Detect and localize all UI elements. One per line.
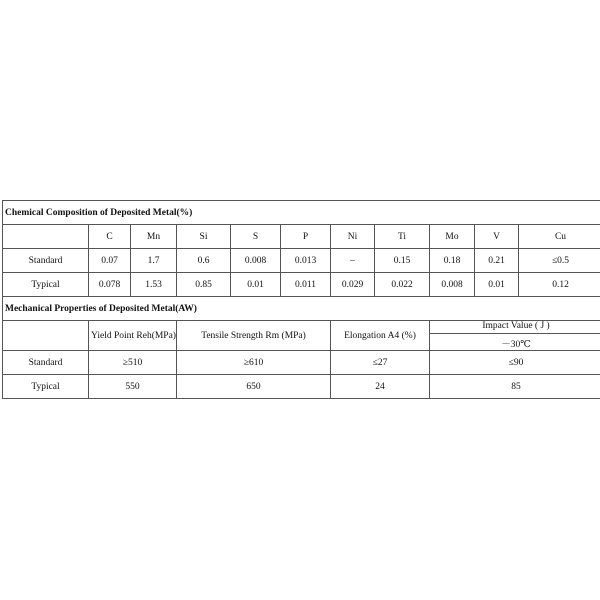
chem-element-header-row xyxy=(3,225,600,249)
element-header-s: S xyxy=(231,225,281,249)
chem-standard-row xyxy=(3,249,600,273)
yield-value: 550 xyxy=(89,375,177,399)
impact-value: ≤90 xyxy=(430,351,600,375)
chem-value-mo: 0.008 xyxy=(430,273,475,297)
element-header-p: P xyxy=(281,225,331,249)
yield-header: Yield Point Reh(MPa) xyxy=(89,321,177,351)
mech-standard-row xyxy=(3,351,600,375)
elongation-value: 24 xyxy=(331,375,430,399)
chem-value-v: 0.01 xyxy=(475,273,519,297)
chem-value-v: 0.21 xyxy=(475,249,519,273)
chem-value-si: 0.85 xyxy=(177,273,231,297)
chem-value-ni: – xyxy=(331,249,375,273)
impact-value: 85 xyxy=(430,375,600,399)
chem-section-title: Chemical Composition of Deposited Metal(%) xyxy=(3,201,600,225)
chem-typical-row xyxy=(3,273,600,297)
element-header-v: V xyxy=(475,225,519,249)
tensile-value: ≥610 xyxy=(177,351,331,375)
elongation-value: ≤27 xyxy=(331,351,430,375)
chem-value-s: 0.008 xyxy=(231,249,281,273)
chem-value-ti: 0.15 xyxy=(375,249,430,273)
element-header-c: C xyxy=(89,225,131,249)
row-label: Typical xyxy=(3,273,89,297)
mech-header-row xyxy=(3,321,600,351)
element-header-cu: Cu xyxy=(519,225,600,249)
chem-title-row xyxy=(3,201,600,225)
element-header-mo: Mo xyxy=(430,225,475,249)
element-header-mn: Mn xyxy=(131,225,177,249)
chem-value-p: 0.013 xyxy=(281,249,331,273)
tensile-header: Tensile Strength Rm (MPa) xyxy=(177,321,331,351)
mech-section-title: Mechanical Properties of Deposited Metal(AW) xyxy=(3,297,600,321)
chem-value-p: 0.011 xyxy=(281,273,331,297)
chem-value-c: 0.07 xyxy=(89,249,131,273)
chem-value-ni: 0.029 xyxy=(331,273,375,297)
tensile-value: 650 xyxy=(177,375,331,399)
impact-header xyxy=(430,321,600,351)
chem-value-c: 0.078 xyxy=(89,273,131,297)
chem-value-mn: 1.53 xyxy=(131,273,177,297)
chem-value-ti: 0.022 xyxy=(375,273,430,297)
chem-value-cu: 0.12 xyxy=(519,273,600,297)
mech-typical-row xyxy=(3,375,600,399)
properties-table xyxy=(2,200,600,399)
row-label: Typical xyxy=(3,375,89,399)
yield-value: ≥510 xyxy=(89,351,177,375)
chem-corner-cell xyxy=(3,225,89,249)
element-header-si: Si xyxy=(177,225,231,249)
chem-value-mn: 1.7 xyxy=(131,249,177,273)
row-label: Standard xyxy=(3,351,89,375)
elongation-header: Elongation A4 (%) xyxy=(331,321,430,351)
element-header-ti: Ti xyxy=(375,225,430,249)
chem-value-si: 0.6 xyxy=(177,249,231,273)
chem-value-s: 0.01 xyxy=(231,273,281,297)
properties-table-container xyxy=(2,200,598,399)
mech-corner-cell xyxy=(3,321,89,351)
impact-temp-label: －30℃ xyxy=(501,340,531,350)
row-label: Standard xyxy=(3,249,89,273)
chem-value-cu: ≤0.5 xyxy=(519,249,600,273)
mech-title-row xyxy=(3,297,600,321)
element-header-ni: Ni xyxy=(331,225,375,249)
impact-header-label: Impact Value ( J ) xyxy=(430,321,600,334)
chem-value-mo: 0.18 xyxy=(430,249,475,273)
